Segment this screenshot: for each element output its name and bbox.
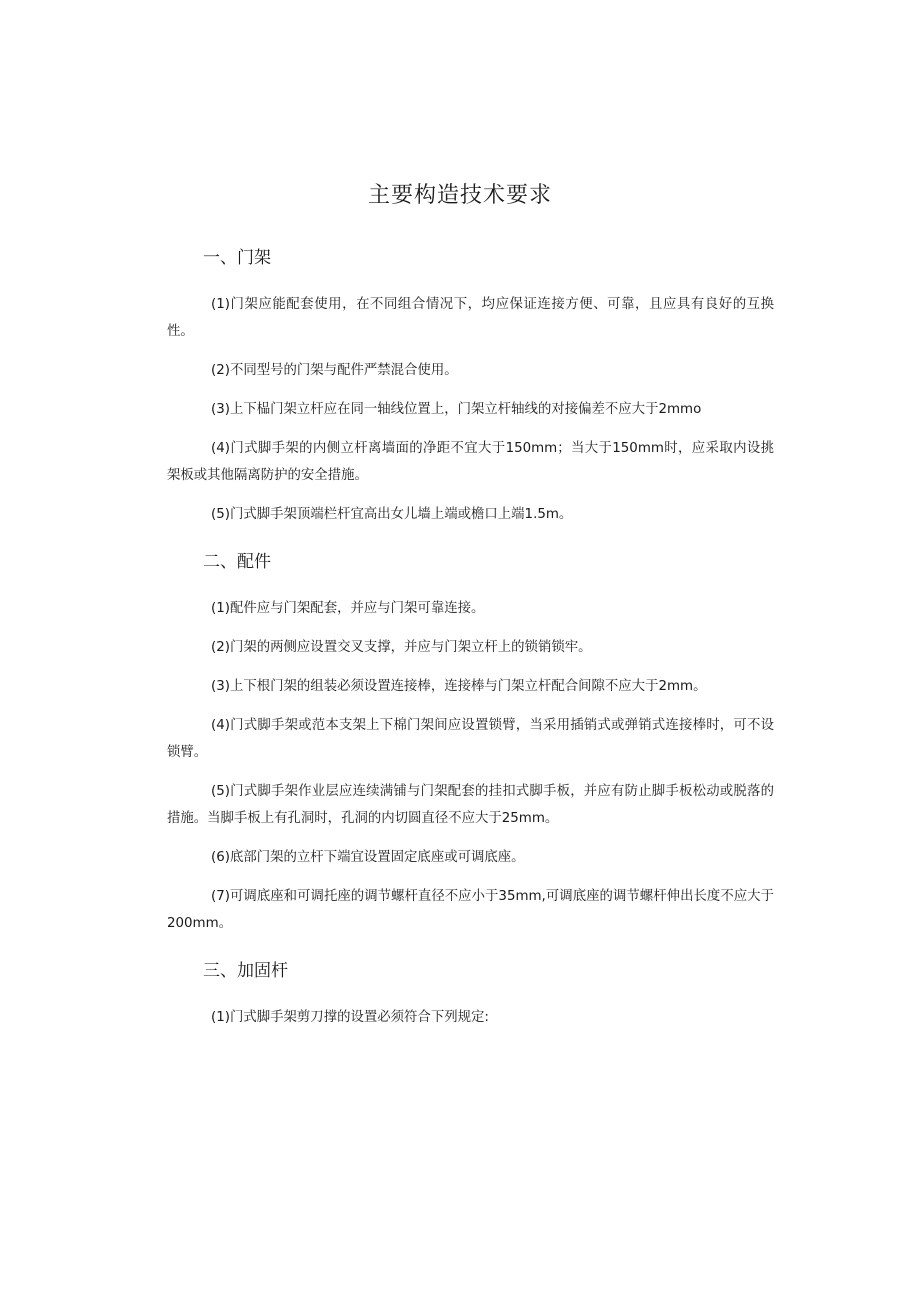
paragraph: (4)门式脚手架或范本支架上下棉门架间应设置锁臂，当采用插销式或弹销式连接棒时，可不设锁臂。 xyxy=(167,718,774,760)
paragraph: (5)门式脚手架作业层应连续满铺与门架配套的挂扣式脚手板，并应有防止脚手板松动或脱落的措施。当脚手板上有孔洞时，孔洞的内切圆直径不应大于25mm。 xyxy=(167,784,774,826)
section-door-frame xyxy=(167,244,774,528)
paragraph: (6)底部门架的立杆下端宜设置固定底座或可调底座。 xyxy=(211,850,525,865)
document-body xyxy=(167,244,774,1043)
paragraph: (2)不同型号的门架与配件严禁混合使用。 xyxy=(211,363,458,378)
paragraph: (4)门式脚手架的内侧立杆离墙面的净距不宜大于150mm；当大于150mm时，应采取内设挑架板或其他隔离防护的安全措施。 xyxy=(167,441,774,483)
paragraph: (1)门式脚手架剪刀撑的设置必须符合下列规定: xyxy=(211,1010,489,1025)
section-accessories xyxy=(167,548,774,937)
paragraph: (1)门架应能配套使用，在不同组合情况下，均应保证连接方便、可靠，且应具有良好的互换性。 xyxy=(167,297,774,339)
section-bracing xyxy=(167,957,774,1031)
section-heading: 三、加固杆 xyxy=(203,961,288,981)
paragraph: (7)可调底座和可调托座的调节螺杆直径不应小于35mm,可调底座的调节螺杆伸出长度不应大于200mm。 xyxy=(167,889,774,931)
section-heading: 一、门架 xyxy=(203,248,271,268)
paragraph: (1)配件应与门架配套，并应与门架可靠连接。 xyxy=(211,601,485,616)
paragraph: (3)上下榀门架立杆应在同一轴线位置上，门架立杆轴线的对接偏差不应大于2mmo xyxy=(211,402,702,417)
paragraph: (2)门架的两侧应设置交叉支撑，并应与门架立杆上的锁销锁牢。 xyxy=(211,640,592,655)
section-heading: 二、配件 xyxy=(203,552,271,572)
document-title: 主要构造技术要求 xyxy=(367,183,552,208)
paragraph: (5)门式脚手架顶端栏杆宜高出女儿墙上端或檐口上端1.5m。 xyxy=(211,507,573,522)
paragraph: (3)上下根门架的组装必须设置连接棒，连接棒与门架立杆配合间隙不应大于2mm。 xyxy=(211,679,707,694)
